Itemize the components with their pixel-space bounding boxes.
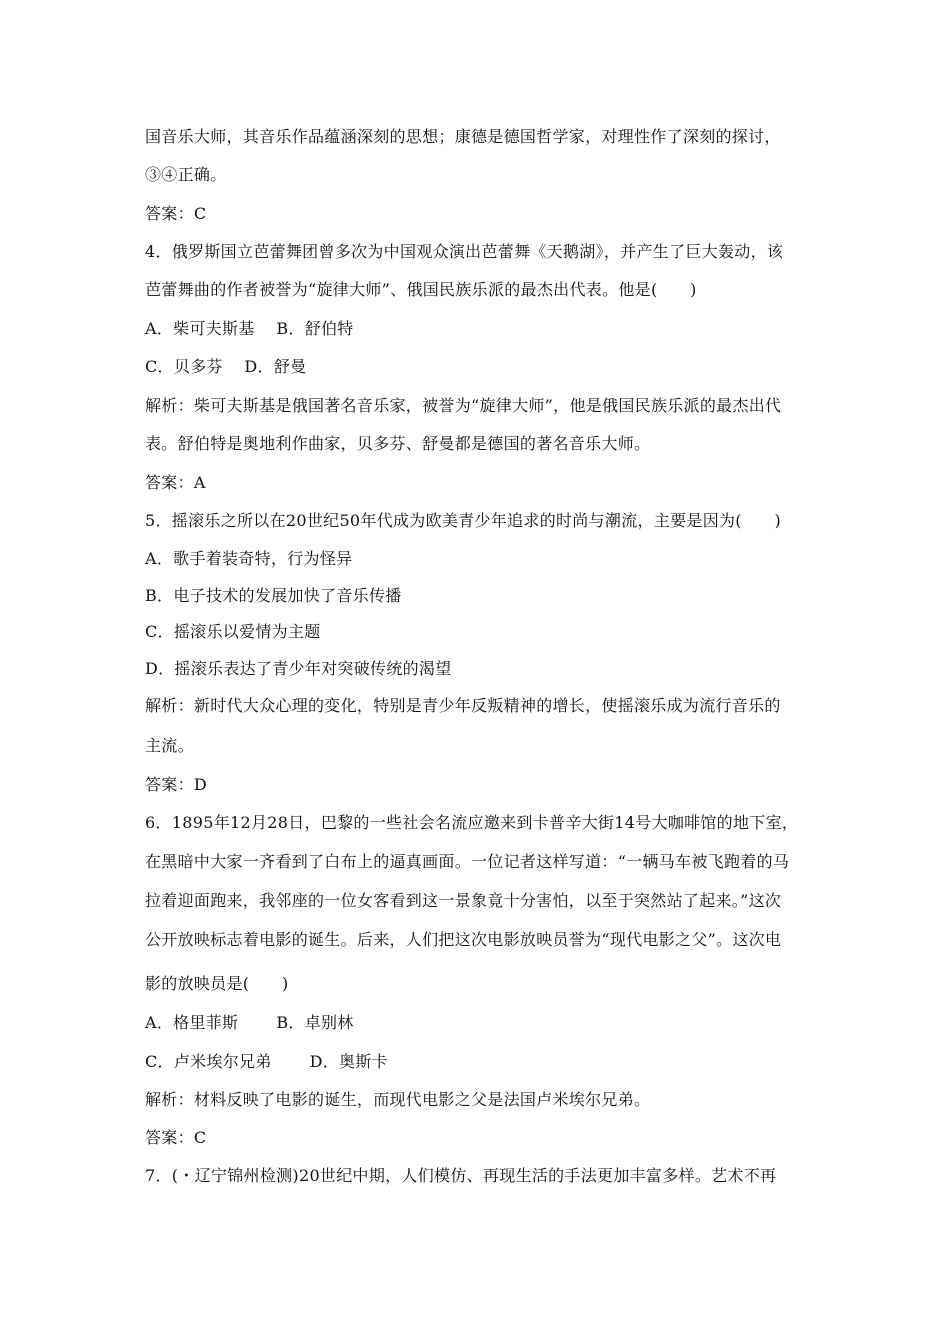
question-6-line: 公开放映标志着电影的诞生。后来，人们把这次电影放映员誉为“现代电影之父”。这次电 bbox=[145, 930, 782, 949]
option-line: A．歌手着装奇特，行为怪异 bbox=[145, 549, 353, 568]
answer-line: 答案：D bbox=[145, 775, 208, 794]
question-6-line: 影的放映员是( ) bbox=[145, 974, 289, 993]
analysis-line: 解析：柴可夫斯基是俄国著名音乐家，被誉为“旋律大师”，他是俄国民族乐派的最杰出代 bbox=[145, 396, 782, 415]
option-line: B．电子技术的发展加快了音乐传播 bbox=[145, 586, 402, 605]
answer-line: 答案：C bbox=[145, 1128, 207, 1147]
question-5-line: 5．摇滚乐之所以在20世纪50年代成为欧美青少年追求的时尚与潮流，主要是因为( ) bbox=[145, 511, 781, 530]
question-6-line: 6．1895年12月28日，巴黎的一些社会名流应邀来到卡普辛大街14号大咖啡馆的地下室， bbox=[145, 813, 799, 832]
text-line: 国音乐大师，其音乐作品蕴涵深刻的思想；康德是德国哲学家，对理性作了深刻的探讨， bbox=[145, 127, 781, 146]
option-line: A．格里菲斯 B．卓别林 bbox=[145, 1013, 354, 1032]
question-4-line: 芭蕾舞曲的作者被誉为“旋律大师”、俄国民族乐派的最杰出代表。他是( ) bbox=[145, 280, 697, 299]
option-line: C．摇滚乐以爱情为主题 bbox=[145, 622, 321, 641]
analysis-line: 解析：材料反映了电影的诞生，而现代电影之父是法国卢米埃尔兄弟。 bbox=[145, 1090, 651, 1109]
analysis-line: 主流。 bbox=[145, 736, 194, 755]
answer-line: 答案：C bbox=[145, 204, 207, 223]
option-line: D．摇滚乐表达了青少年对突破传统的渴望 bbox=[145, 659, 452, 678]
question-7-line: 7．(・辽宁锦州检测)20世纪中期，人们模仿、再现生活的手法更加丰富多样。艺术不再 bbox=[145, 1166, 777, 1185]
option-line: C．卢米埃尔兄弟 D．奥斯卡 bbox=[145, 1052, 388, 1071]
analysis-line: 表。舒伯特是奥地利作曲家，贝多芬、舒曼都是德国的著名音乐大师。 bbox=[145, 434, 651, 453]
analysis-line: 解析：新时代大众心理的变化，特别是青少年反叛精神的增长，使摇滚乐成为流行音乐的 bbox=[145, 696, 781, 715]
question-6-line: 拉着迎面跑来，我邻座的一位女客看到这一景象竟十分害怕，以至于突然站了起来。”这次 bbox=[145, 891, 782, 910]
question-6-line: 在黑暗中大家一齐看到了白布上的逼真画面。一位记者这样写道：“一辆马车被飞跑着的马 bbox=[145, 852, 790, 871]
option-line: C．贝多芬 D．舒曼 bbox=[145, 357, 307, 376]
answer-line: 答案：A bbox=[145, 473, 206, 492]
text-line: ③④正确。 bbox=[145, 165, 227, 184]
option-line: A．柴可夫斯基 B．舒伯特 bbox=[145, 319, 354, 338]
question-4-line: 4．俄罗斯国立芭蕾舞团曾多次为中国观众演出芭蕾舞《天鹅湖》，并产生了巨大轰动，该 bbox=[145, 242, 784, 261]
